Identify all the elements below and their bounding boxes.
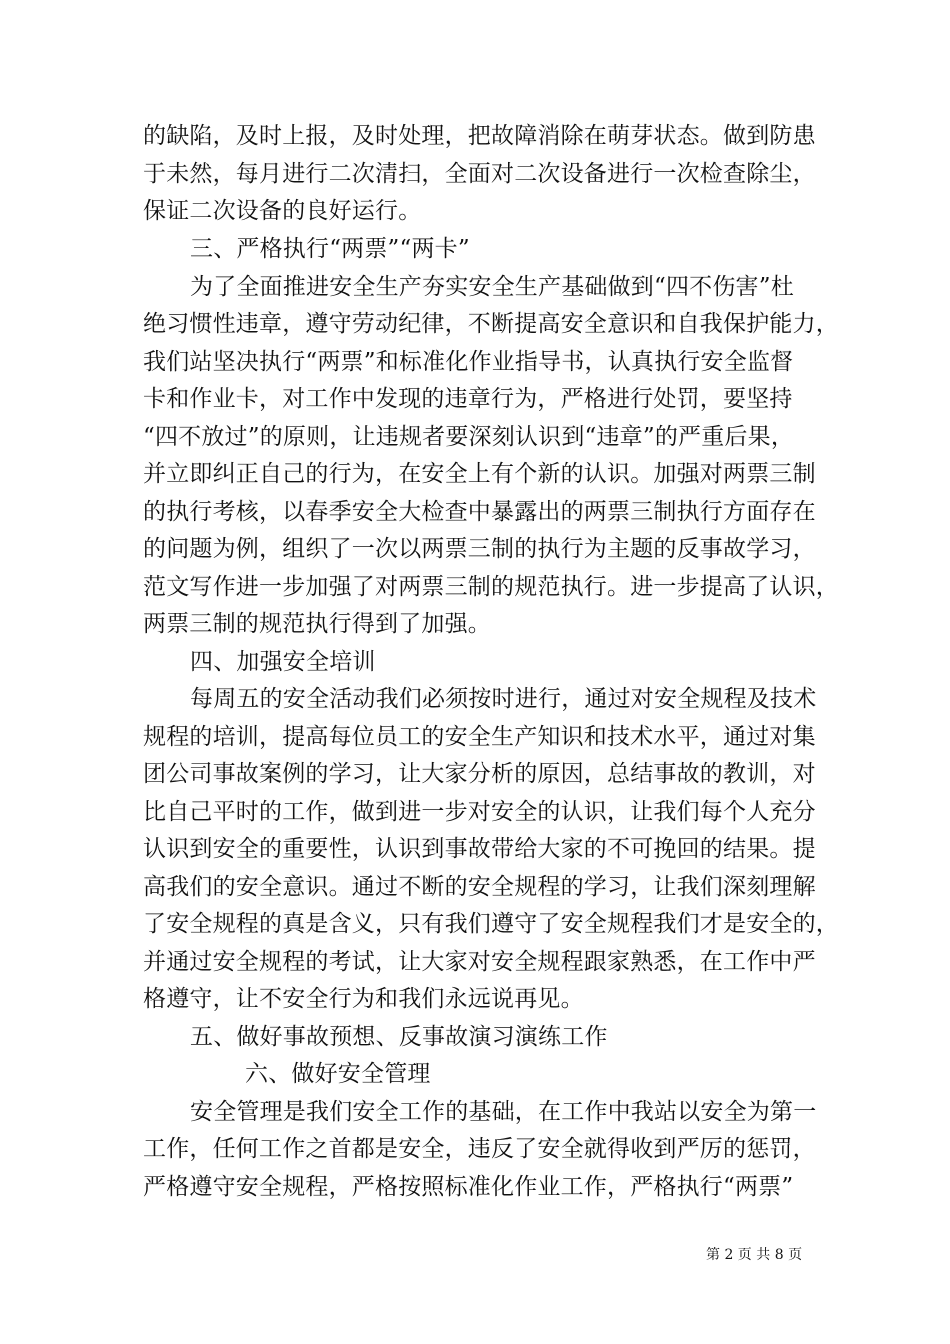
page-number: 第 2 页 共 8 页: [706, 1247, 803, 1263]
text-line: 的执行考核，以春季安全大检查中暴露出的两票三制执行方面存在: [143, 499, 816, 525]
text-line: 比自己平时的工作，做到进一步对安全的认识，让我们每个人充分: [143, 799, 816, 825]
text-line: 保证二次设备的良好运行。: [143, 198, 422, 224]
text-line: 卡和作业卡，对工作中发现的违章行为，严格进行处罚，要坚持: [143, 386, 793, 412]
text-line: 团公司事故案例的学习，让大家分析的原因，总结事故的教训，对: [143, 761, 816, 787]
text-line: “四不放过”的原则，让违规者要深刻认识到“违章”的严重后果，: [143, 424, 795, 450]
text-line: 工作，任何工作之首都是安全，违反了安全就得收到严厉的惩罚，: [143, 1136, 816, 1162]
text-line: 严格遵守安全规程，严格按照标准化作业工作，严格执行“两票”: [143, 1174, 794, 1200]
text-line: 两票三制的规范执行得到了加强。: [143, 611, 491, 637]
text-line: 于未然，每月进行二次清扫，全面对二次设备进行一次检查除尘，: [143, 161, 816, 187]
text-line: 为了全面推进安全生产夯实安全生产基础做到“四不伤害”杜: [190, 274, 794, 300]
text-line: 了安全规程的真是含义，只有我们遵守了安全规程我们才是安全的，: [143, 911, 839, 937]
text-line: 绝习惯性违章，遵守劳动纪律，不断提高安全意识和自我保护能力，: [143, 311, 839, 337]
text-line: 格遵守，让不安全行为和我们永远说再见。: [143, 986, 584, 1012]
text-line: 高我们的安全意识。通过不断的安全规程的学习，让我们深刻理解: [143, 874, 816, 900]
text-line: 认识到安全的重要性，认识到事故带给大家的不可挽回的结果。提: [143, 836, 816, 862]
text-line: 的缺陷，及时上报，及时处理，把故障消除在萌芽状态。做到防患: [143, 123, 816, 149]
text-line: 每周五的安全活动我们必须按时进行，通过对安全规程及技术: [190, 686, 817, 712]
text-line: 的问题为例，组织了一次以两票三制的执行为主题的反事故学习，: [143, 536, 816, 562]
text-line: 安全管理是我们安全工作的基础，在工作中我站以安全为第一: [190, 1099, 817, 1125]
text-line: 范文写作进一步加强了对两票三制的规范执行。进一步提高了认识，: [143, 574, 839, 600]
section-heading: 三、严格执行“两票”“两卡”: [190, 236, 470, 262]
text-line: 我们站坚决执行“两票”和标准化作业指导书，认真执行安全监督: [143, 349, 794, 375]
text-line: 并通过安全规程的考试，让大家对安全规程跟家熟悉，在工作中严: [143, 949, 816, 975]
text-line: 并立即纠正自己的行为，在安全上有个新的认识。加强对两票三制: [143, 461, 816, 487]
section-heading: 六、做好安全管理: [245, 1061, 431, 1087]
section-heading: 五、做好事故预想、反事故演习演练工作: [190, 1024, 608, 1050]
text-line: 规程的培训，提高每位员工的安全生产知识和技术水平，通过对集: [143, 724, 816, 750]
section-heading: 四、加强安全培训: [190, 649, 376, 675]
